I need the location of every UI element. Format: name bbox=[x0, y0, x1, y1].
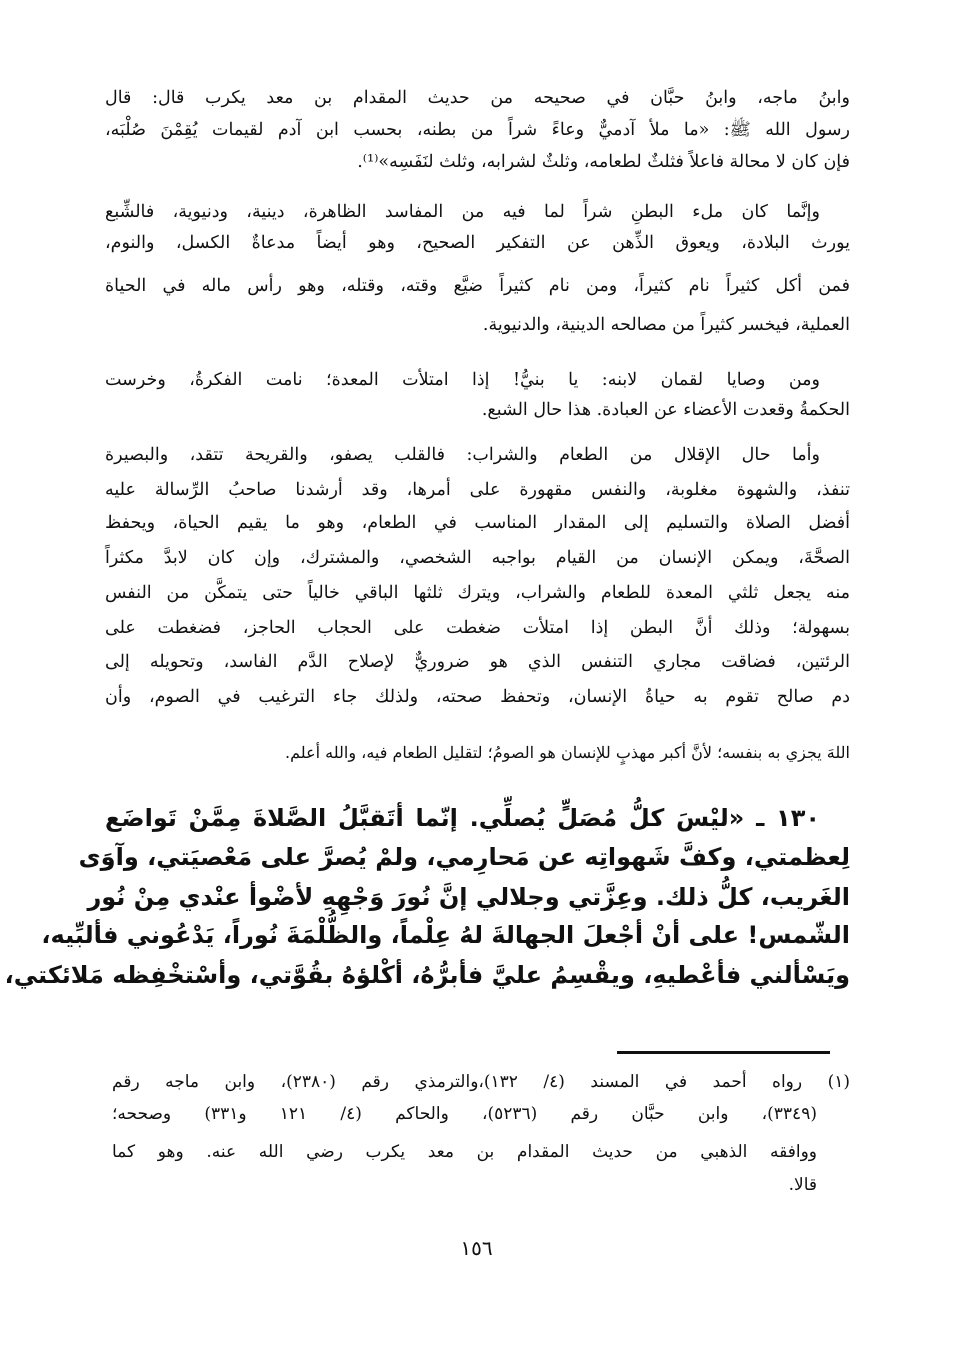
footnote-line: (٣٣٤٩)، وابن حبَّان رقم (٥٢٣٦)، والحاكم (٤/ ١٢١ و٣٣١) وصححه؛ bbox=[112, 1104, 817, 1124]
text-line: وإنَّما كان ملء البطنِ شراً لما فيه من المفاسد الظاهرة، دينية، ودنيوية، فالشِّبع bbox=[105, 202, 820, 222]
footnote-line: قالا. bbox=[788, 1175, 817, 1195]
hadith-line: لِعظمتي، وكفَّ شَهواتِه عن مَحارِمي، ولمْ يُصرَّ على مَعْصيَتي، وآوَى bbox=[78, 843, 850, 871]
page-number: ١٥٦ bbox=[460, 1236, 493, 1260]
text-line: رسول الله ﷺ: «ما ملأ آدميٌّ وعاءً شراً من بطنه، بحسب ابن آدم لقيمات يُقِمْنَ صُلْبَه، bbox=[105, 120, 850, 140]
text-line: ومن وصايا لقمان لابنه: يا بنيُّ! إذا امتلأت المعدة؛ نامت الفكرةُ، وخرست bbox=[105, 370, 820, 390]
text-line: بسهولة؛ وذلك أنَّ البطن إذا امتلأت ضغطت على الحجاب الحاجز، فضغطت على bbox=[105, 618, 850, 638]
hadith-line: ١٣٠ ـ «ليْسَ كلُّ مُصَلٍّ يُصلِّي. إنّما أتَقبَّلُ الصَّلاةَ مِمَّنْ تَواضَع bbox=[105, 804, 820, 832]
footnote-separator bbox=[617, 1051, 830, 1054]
text-line: الصحَّةَ، ويمكن الإنسان من القيام بواجبه الشخصي، والمشترك، وإن كان لابدَّ مكثراً bbox=[105, 548, 850, 568]
text-line: الحكمةُ وقعدت الأعضاء عن العبادة. هذا حال الشبع. bbox=[481, 400, 850, 420]
text-line: العملية، فيخسر كثيراً من مصالحه الدينية، والدنيوية. bbox=[482, 315, 850, 335]
hadith-line: الغَريب، كلُّ ذلك. وعِزَّتي وجلالي إنَّ نُورَ وَجْهِهِ لأضْوأ عنْدي مِنْ نُور bbox=[87, 883, 850, 911]
text-line: الرئتين، فضاقت مجاري التنفس الذي هو ضروريٌّ لإصلاح الدَّم الفاسد، وتحويله إلى bbox=[105, 652, 850, 672]
text-line: فإن كان لا محالة فاعلاً فثلثٌ لطعامه، وثلثٌ لشرابه، وثلث لنَفَسِه»⁽¹⁾. bbox=[357, 152, 850, 172]
footnote-line: ووافقه الذهبي من حديث المقدام بن معد يكرب رضي الله عنه. وهو كما bbox=[112, 1142, 817, 1162]
text-line: تنفذ، والشهوة مغلوبة، والنفس مقهورة على أمرها، وقد أرشدنا صاحبُ الرِّسالة عليه bbox=[105, 480, 850, 500]
text-line: اللهَ يجزي به بنفسه؛ لأنَّ أكبر مهذبٍ للإنسان هو الصومُ؛ لتقليل الطعام فيه، والله أعلم. bbox=[285, 743, 850, 762]
text-line: دم صالح تقوم به حياةُ الإنسان، وتحفظ صحته، ولذلك جاء الترغيب في الصوم، وأن bbox=[105, 687, 850, 707]
hadith-line: ويَسْألني فأعْطيهِ، ويقْسِمُ عليَّ فأبرُّهُ، أكْلؤهُ بقُوَّتي، وأسْتخْفِظه مَلائكتي، bbox=[4, 961, 850, 989]
text-line: منه يجعل ثلثي المعدة للطعام والشراب، ويترك ثلثها الباقي خالياً حتى يتمكَّن من النفس bbox=[105, 583, 850, 603]
text-line: وابنُ ماجه، وابنُ حبَّان في صحيحه من حديث المقدام بن معد يكرب قال: قال bbox=[105, 88, 850, 108]
hadith-line: الشّمس! على أنْ أجْعلَ الجهالةَ لهُ عِلْماً، والظُّلْمَةَ نُوراً، يَدْعُوني فألبِّيه، bbox=[41, 921, 850, 949]
text-line: فمن أكل كثيراً نام كثيراً، ومن نام كثيراً ضيَّع وقته، وقتله، وهو رأس ماله في الحياة bbox=[105, 276, 850, 296]
text-line: أفضل الصلاة والتسليم إلى المقدار المناسب في الطعام، وهو ما يقيم الحياة، ويحفظ bbox=[105, 513, 850, 533]
text-line: يورث البلادة، ويعوق الذِّهن عن التفكير الصحيح، وهو أيضاً مدعاةٌ الكسل، والنوم، bbox=[105, 233, 850, 253]
text-line: وأما حال الإقلال من الطعام والشراب: فالقلب يصفو، والقريحة تتقد، والبصيرة bbox=[105, 445, 820, 465]
footnote-line: (١) رواه أحمد في المسند (٤/ ١٣٢)،والترمذي رقم (٢٣٨٠)، وابن ماجه رقم bbox=[112, 1072, 850, 1092]
